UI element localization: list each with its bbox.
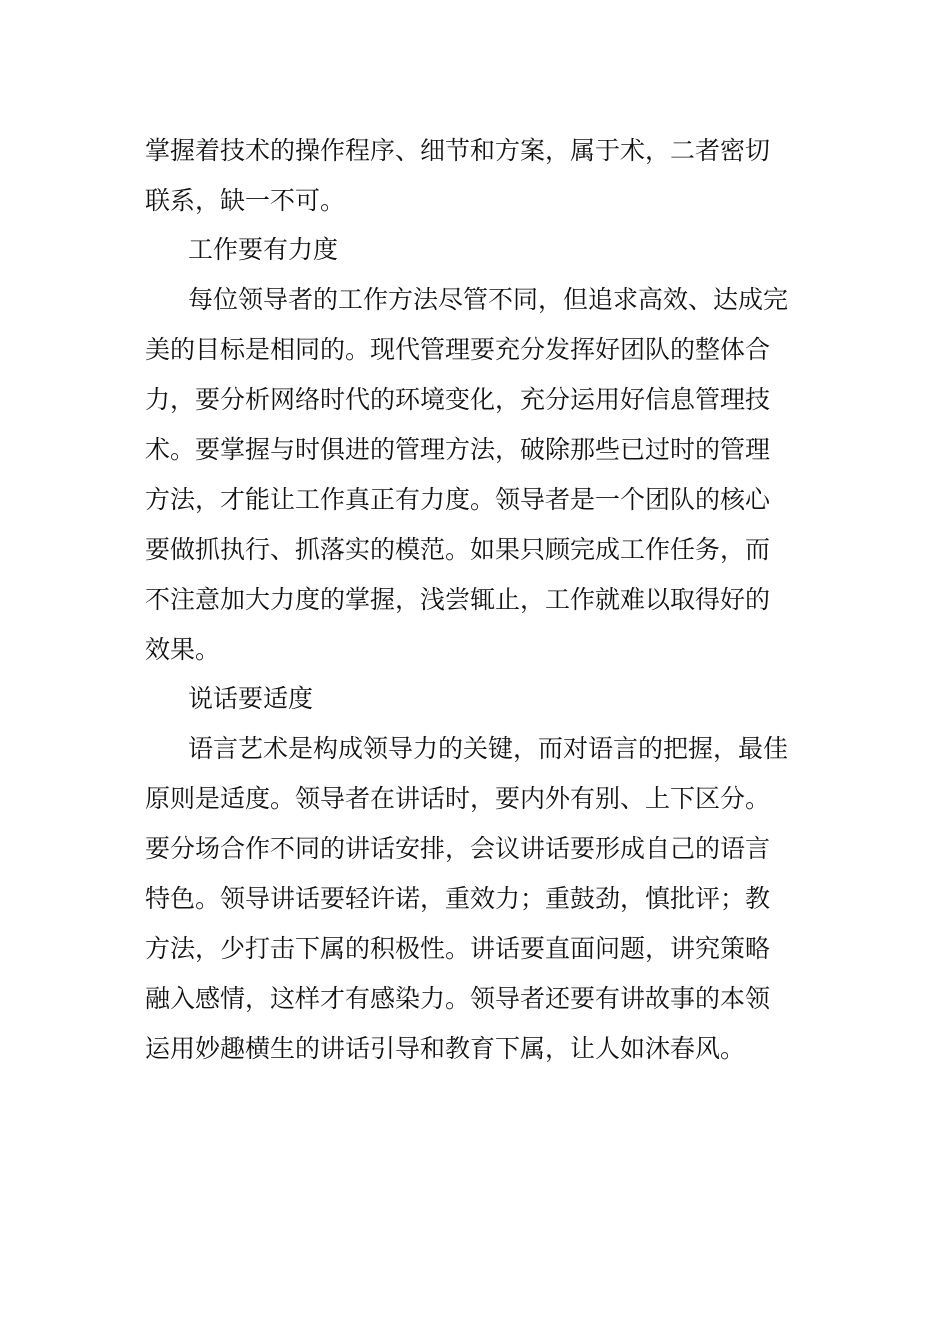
text-line: 效果。 <box>145 635 221 664</box>
section-heading-work-strength: 工作要有力度 <box>188 235 339 264</box>
text-line: 原则是适度。领导者在讲话时，要内外有别、上下区分。 <box>145 784 771 813</box>
text-line: 掌握着技术的操作程序、细节和方案，属于术，二者密切 <box>145 136 771 165</box>
text-line: 每位领导者的工作方法尽管不同，但追求高效、达成完 <box>188 285 789 314</box>
text-line: 不注意加大力度的掌握，浅尝辄止，工作就难以取得好的 <box>145 585 771 614</box>
text-line: 融入感情，这样才有感染力。领导者还要有讲故事的本领 <box>145 984 771 1013</box>
text-line: 力，要分析网络时代的环境变化，充分运用好信息管理技 <box>145 385 771 414</box>
text-line: 方法，少打击下属的积极性。讲话要直面问题，讲究策略 <box>145 934 771 963</box>
text-line: 语言艺术是构成领导力的关键，而对语言的把握，最佳 <box>188 734 789 763</box>
text-line: 联系，缺一不可。 <box>145 186 346 215</box>
text-line: 方法，才能让工作真正有力度。领导者是一个团队的核心 <box>145 485 771 514</box>
text-line: 要做抓执行、抓落实的模范。如果只顾完成工作任务，而 <box>145 535 771 564</box>
text-line: 术。要掌握与时俱进的管理方法，破除那些已过时的管理 <box>145 435 771 464</box>
section-heading-speech-moderation: 说话要适度 <box>188 684 314 713</box>
text-line: 美的目标是相同的。现代管理要充分发挥好团队的整体合 <box>145 335 771 364</box>
text-line: 特色。领导讲话要轻许诺，重效力；重鼓劲，慎批评；教 <box>145 884 771 913</box>
text-line: 要分场合作不同的讲话安排，会议讲话要形成自己的语言 <box>145 834 771 863</box>
text-line: 运用妙趣横生的讲话引导和教育下属，让人如沐春风。 <box>145 1034 746 1063</box>
